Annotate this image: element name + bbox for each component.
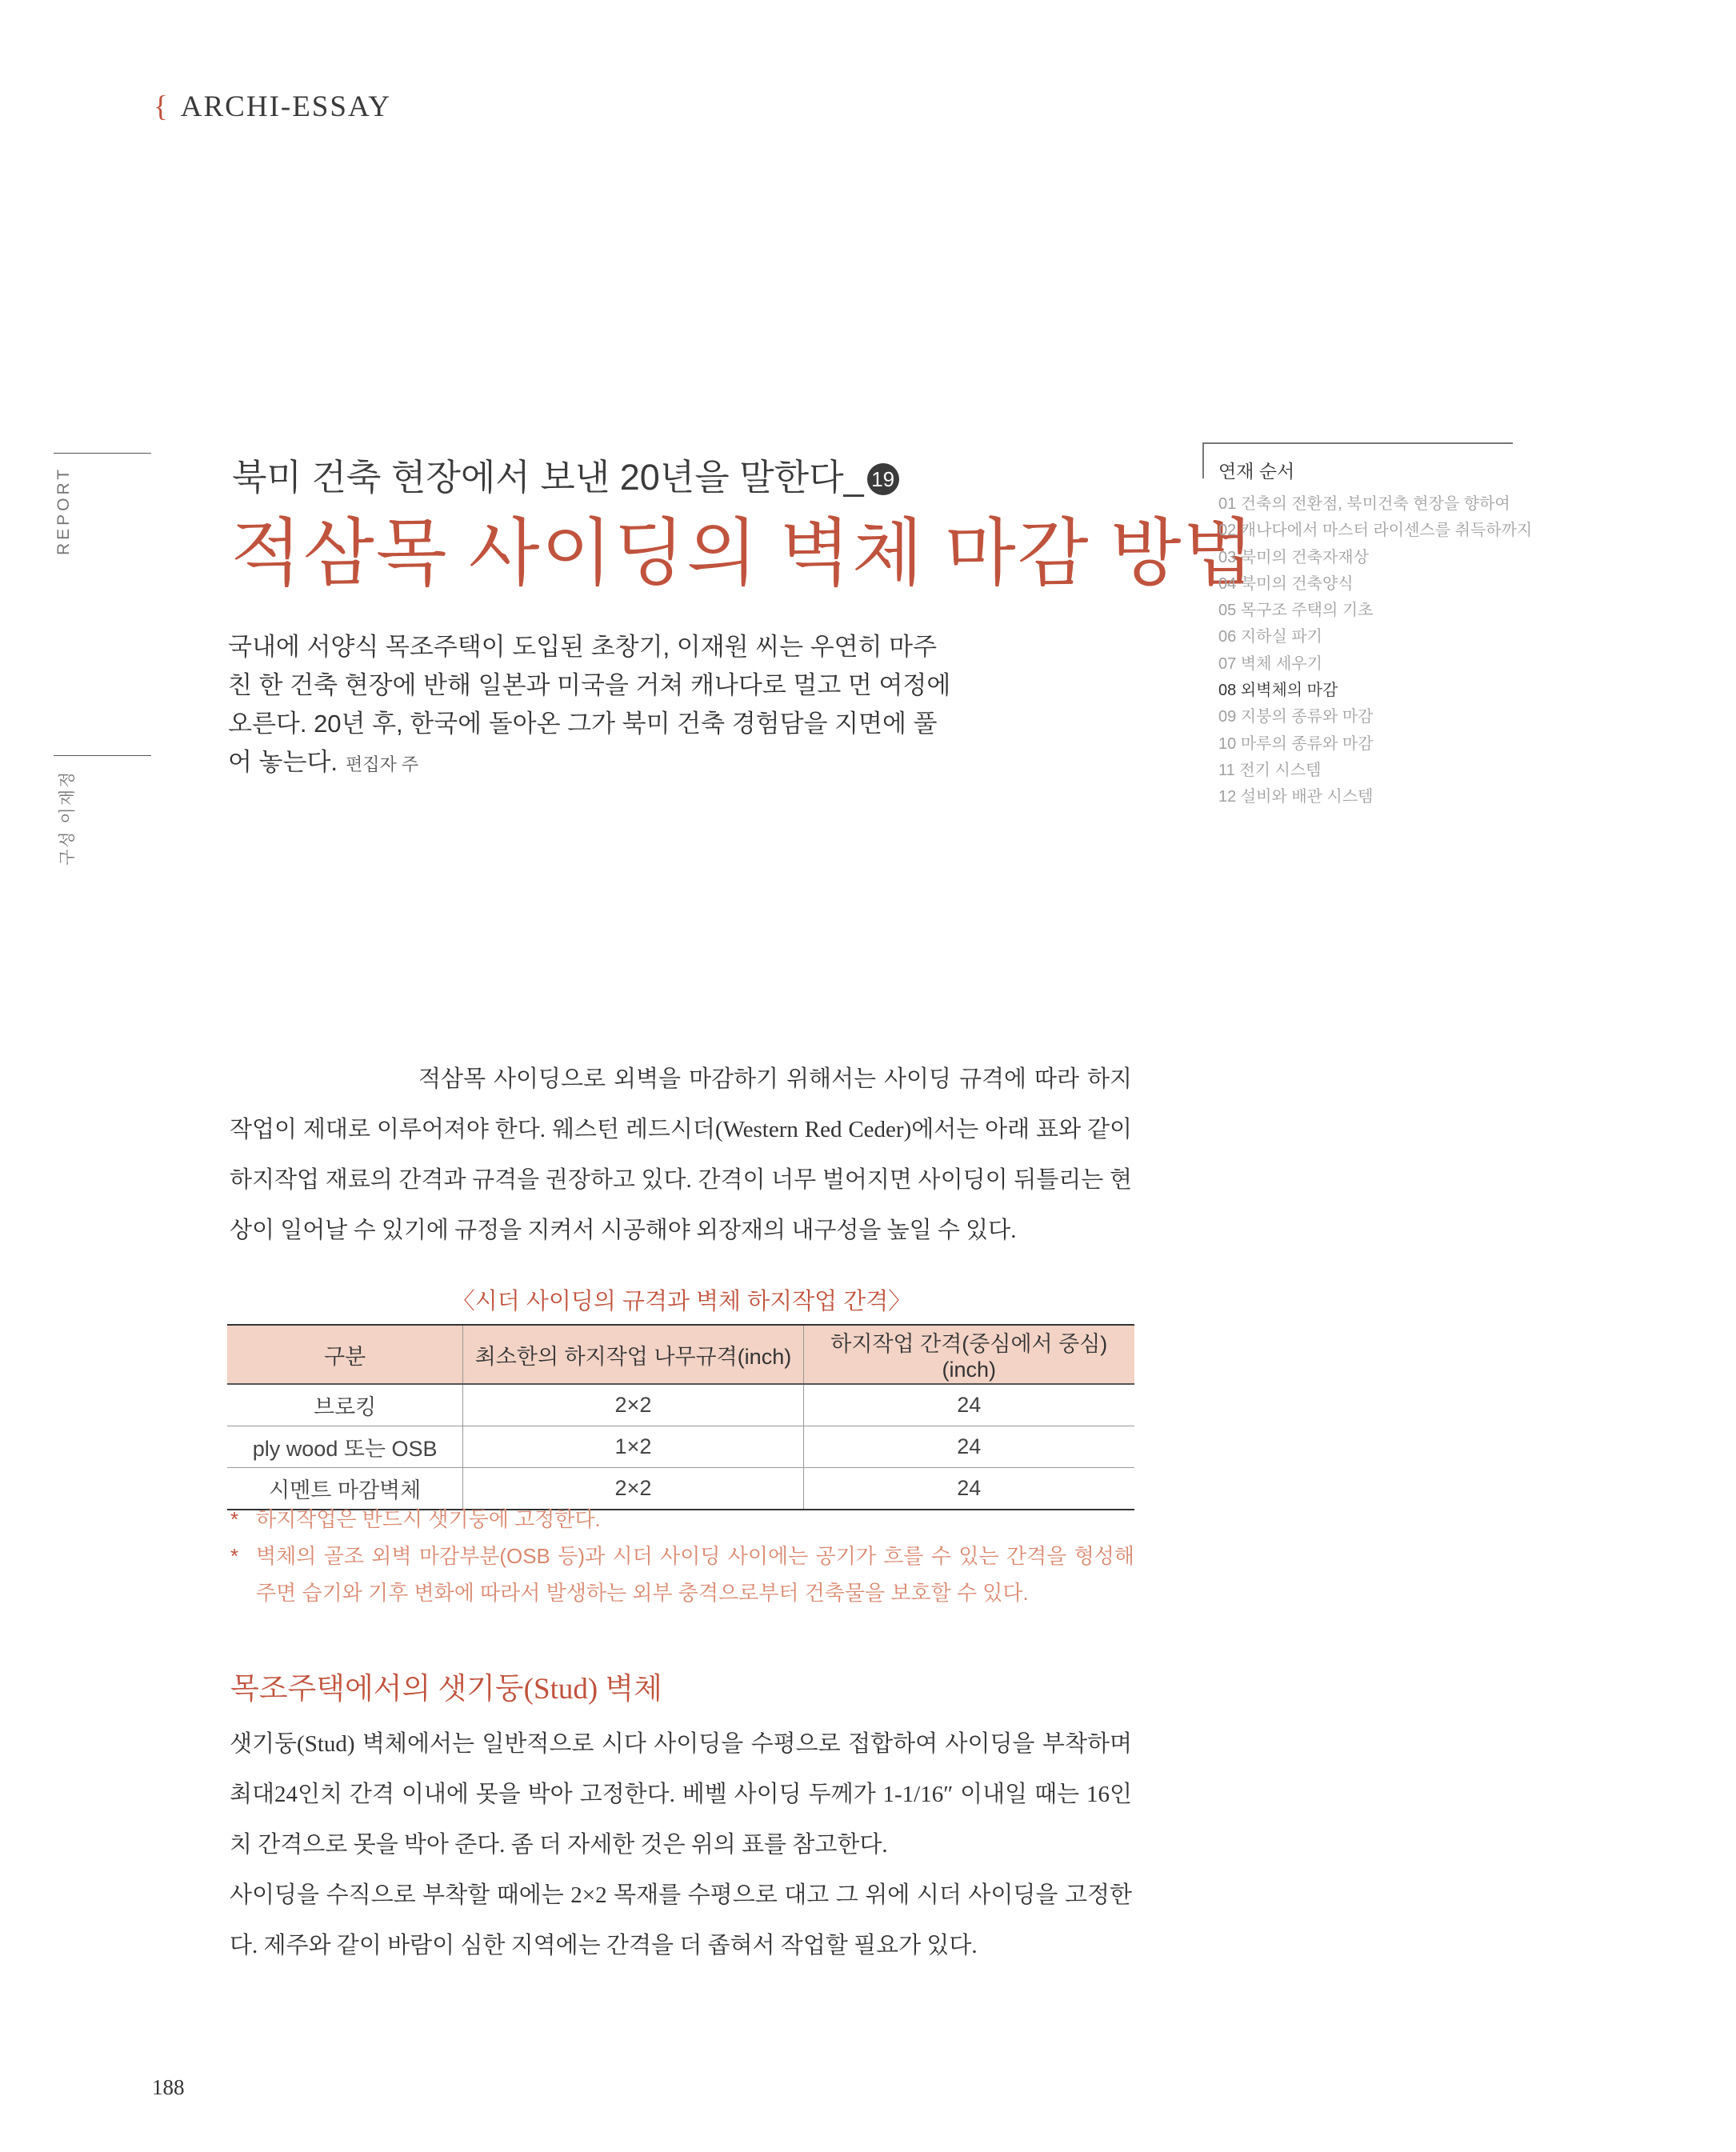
- table-cell: 2×2: [463, 1384, 803, 1426]
- series-list-box: [1202, 442, 1533, 811]
- series-item: 01 건축의 전환점, 북미건축 현장을 향하여: [1218, 495, 1510, 513]
- section-heading: 목조주택에서의 샛기둥(Stud) 벽체: [230, 1673, 662, 1706]
- series-box-left-rule: [1202, 442, 1204, 478]
- table-cell: ply wood 또는 OSB: [227, 1426, 463, 1468]
- series-item: 07 벽체 세우기: [1218, 654, 1322, 673]
- series-item: 11 전기 시스템: [1218, 761, 1322, 779]
- table-cell: 24: [803, 1384, 1134, 1426]
- series-item: 03 북미의 건축자재상: [1218, 548, 1369, 566]
- intro-paragraph: 적삼목 사이딩으로 외벽을 마감하기 위해서는 사이딩 규격에 따라 하지작업이 제대로 이루어져야 한다. 웨스턴 레드시더(Western Red Ceder)에서는 아래 표와 같이 하지작업 재료의 간격과 규격을 권장하고 있다. 간격이 너무 벌어지면 사이딩이 뒤틀리는 현상이 일어날 수 있기에 규정을 지켜서 시공해야 외장재의 내구성을 높일 수 있다.: [230, 1066, 1132, 1243]
- section-paragraph: 사이딩을 수직으로 부착할 때에는 2×2 목재를 수평으로 대고 그 위에 시더 사이딩을 고정한다. 제주와 같이 바람이 심한 지역에는 간격을 더 좁혀서 작업할 필요가 있다.: [230, 1882, 1132, 1958]
- table-header-cell: 구분: [227, 1325, 463, 1384]
- series-list: [1202, 491, 1533, 811]
- series-item: 09 지붕의 종류와 마감: [1218, 708, 1374, 726]
- article-title: 적삼목 사이딩의 벽체 마감 방법: [230, 513, 1256, 594]
- series-item: 12 설비와 배관 시스템: [1218, 788, 1374, 806]
- header-brace: {: [154, 90, 170, 123]
- table-row: [227, 1384, 1134, 1426]
- series-item: 02 캐나다에서 마스터 라이센스를 취득하까지: [1218, 522, 1533, 540]
- spec-table: [227, 1324, 1134, 1510]
- section-paragraph: 샛기둥(Stud) 벽체에서는 일반적으로 시다 사이딩을 수평으로 접합하여 사이딩을 부착하며 최대24인치 간격 이내에 못을 박아 고정한다. 베벨 사이딩 두께가 1-1/16″ 이내일 때는 16인치 간격으로 못을 박아 준다. 좀 더 자세한 것은 위의 표를 참고한다.: [230, 1731, 1132, 1858]
- table-header-cell: 최소한의 하지작업 나무규격(inch): [463, 1325, 803, 1384]
- episode-number: 19: [867, 463, 899, 495]
- lead-text: 국내에 서양식 목조주택이 도입된 초창기, 이재원 씨는 우연히 마주친 한 건축 현장에 반해 일본과 미국을 거쳐 캐나다로 멀고 먼 여정에 오른다. 20년 후, 한국에 돌아온 그가 북미 건축 경험담을 지면에 풀어 놓는다.: [228, 633, 951, 776]
- table-cell: 브로킹: [227, 1384, 463, 1426]
- series-item: 05 목구조 주택의 기초: [1218, 602, 1374, 620]
- table-notes: [230, 1501, 1134, 1611]
- table-cell: 24: [803, 1468, 1134, 1510]
- note-text: 벽체의 골조 외벽 마감부분(OSB 등)과 시더 사이딩 사이에는 공기가 흐를 수 있는 간격을 형성해 주면 습기와 기후 변화에 따라서 발생하는 외부 충격으로부터 건축물을 보호할 수 있다.: [256, 1544, 1134, 1605]
- series-item: 10 마루의 종류와 마감: [1218, 734, 1374, 753]
- note-marker: *: [230, 1544, 239, 1568]
- series-title: 연재 순서: [1218, 461, 1295, 482]
- section-body: [230, 1719, 1132, 1971]
- series-box-top-rule: [1202, 442, 1513, 444]
- table-cell: 24: [803, 1426, 1134, 1468]
- table-cell: 1×2: [463, 1426, 803, 1468]
- series-item: 04 북미의 건축양식: [1218, 574, 1354, 593]
- note-text: 하지작업은 반드시 샛기둥에 고정한다.: [256, 1507, 601, 1531]
- report-label: REPORT: [54, 466, 73, 555]
- lead-byline: 편집자 주: [346, 754, 419, 774]
- article-subtitle: [232, 448, 899, 500]
- page-number: 188: [152, 2075, 185, 2099]
- table-cell: 시멘트 마감벽체: [227, 1468, 463, 1510]
- note-item: [230, 1501, 1134, 1538]
- header-section-name: ARCHI-ESSAY: [180, 90, 392, 123]
- table-cell: 2×2: [463, 1468, 803, 1510]
- table-header-cell: 하지작업 간격(중심에서 중심)(inch): [803, 1325, 1134, 1384]
- subtitle-text: 북미 건축 현장에서 보낸 20년을 말한다_: [232, 457, 864, 498]
- table-row: [227, 1426, 1134, 1468]
- credit-label: 구성 이재정: [58, 770, 77, 866]
- note-marker: *: [230, 1507, 239, 1531]
- section-header: [154, 90, 391, 124]
- series-item: 06 지하실 파기: [1218, 628, 1322, 646]
- lead-paragraph: [228, 628, 956, 784]
- table-caption: 〈시더 사이딩의 규격과 벽체 하지작업 간격〉: [451, 1289, 912, 1314]
- table-header-row: [227, 1325, 1134, 1384]
- margin-rule-top: [54, 453, 151, 454]
- note-item: [230, 1538, 1134, 1611]
- series-item: 08 외벽체의 마감: [1218, 682, 1338, 700]
- margin-rule-bottom: [54, 755, 151, 756]
